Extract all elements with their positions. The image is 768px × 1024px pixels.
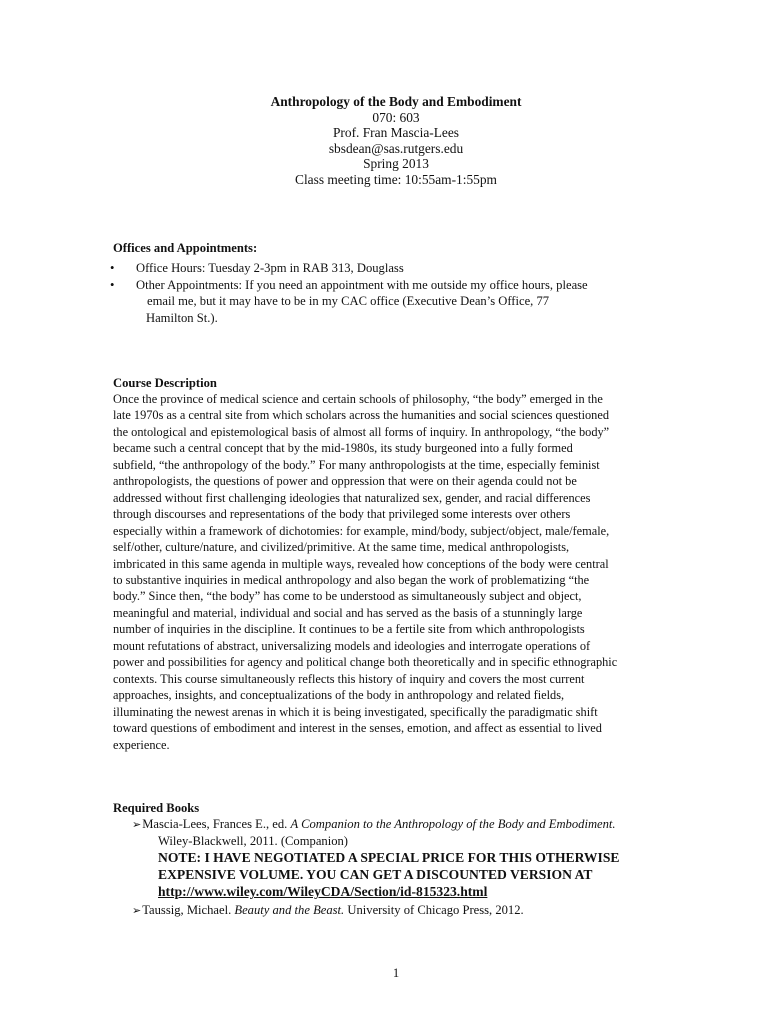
list-item (110, 260, 670, 277)
arrow-bullet-icon: ➢ (132, 819, 142, 831)
book-publisher: Wiley-Blackwell, 2011. (Companion) (158, 834, 348, 849)
description-line: imbricated in this same agenda in multiple ways, revealed how conceptions of the body were central (113, 556, 609, 571)
price-note-line: NOTE: I HAVE NEGOTIATED A SPECIAL PRICE FOR THIS OTHERWISE (158, 850, 620, 866)
description-line: the ontological and epistemological basis of almost all forms of inquiry. In anthropology, “the body” (113, 424, 610, 439)
description-line: became such a central concept that by the mid-1980s, its study burgeoned into a fully formed (113, 441, 573, 456)
description-line: addressed without first challenging ideologies that naturalized sex, gender, and racial differences (113, 490, 591, 505)
list-item (110, 277, 670, 327)
book-author: Taussig, Michael. (142, 903, 232, 918)
document-header (0, 94, 768, 187)
offices-heading: Offices and Appointments: (113, 241, 258, 255)
description-line: especially within a framework of dichotomies: for example, mind/body, subject/object, male/female, (113, 523, 610, 538)
description-line: number of inquiries in the discipline. It continues to be a fertile site from which anthropologists (113, 622, 585, 637)
description-heading: Course Description (113, 376, 217, 390)
price-note (132, 849, 692, 900)
description-line: toward questions of embodiment and interest in the senses, emotion, and affect as essential to lived (113, 721, 602, 736)
description-line: power and possibilities for agency and political change both theoretically and in specific ethnographic (113, 655, 618, 670)
offices-list (110, 260, 670, 326)
description-line: late 1970s as a central site from which scholars across the humanities and social sciences questioned (113, 408, 609, 423)
description-line: to substantive inquiries in medical anthropology and also began the work of problematizing “the (113, 572, 590, 587)
description-line: mount refutations of abstract, universalizing models and ideologies and interrogate operations of (113, 638, 591, 653)
book-entry-beauty-beast (132, 902, 692, 919)
description-line: meaningful and material, individual and social and has served as the basis of a stunningly large (113, 605, 583, 620)
required-books-list (132, 816, 692, 920)
book-title: Beauty and the Beast. (234, 903, 345, 918)
meeting-time: Class meeting time: 10:55am-1:55pm (295, 171, 497, 187)
page-number: 1 (392, 966, 400, 980)
description-line: approaches, insights, and conceptualizations of the body in anthropology and related fields, (113, 688, 565, 703)
course-description (113, 391, 683, 753)
bullet-icon: • (110, 277, 115, 292)
appointments-line: Other Appointments: If you need an appointment with me outside my office hours, please (136, 277, 588, 292)
books-heading: Required Books (113, 801, 200, 815)
description-line: anthropologists, the questions of power and oppression that were on their agenda could not be (113, 474, 577, 489)
arrow-bullet-icon: ➢ (132, 905, 142, 918)
description-line: contexts. This course simultaneously reflects this history of inquiry and covers the most current (113, 671, 585, 686)
instructor-email: sbsdean@sas.rutgers.edu (328, 140, 464, 156)
description-line: body.” Since then, “the body” has come to be understood as simultaneously subject and object, (113, 589, 582, 604)
course-title: Anthropology of the Body and Embodiment (270, 94, 522, 109)
course-number: 070: 603 (372, 109, 420, 125)
book-entry-companion (132, 816, 692, 833)
description-line: through discourses and representations of the body that privileged some interests over others (113, 507, 571, 522)
price-note-line: EXPENSIVE VOLUME. YOU CAN GET A DISCOUNTED VERSION AT (158, 867, 593, 883)
description-line: illuminating the newest arenas in which it is being investigated, specifically the paradigmatic shift (113, 704, 598, 719)
book-publisher: University of Chicago Press, 2012. (347, 903, 524, 918)
description-line: experience. (113, 737, 170, 752)
office-hours-text: Office Hours: Tuesday 2-3pm in RAB 313, Douglass (136, 261, 404, 275)
description-line: self/other, culture/nature, and civilized/primitive. At the same time, medical anthropologists, (113, 540, 570, 555)
appointments-line: email me, but it may have to be in my CAC office (Executive Dean’s Office, 77 (147, 294, 550, 309)
appointments-line: Hamilton St.). (146, 310, 218, 325)
instructor-name: Prof. Fran Mascia-Lees (332, 125, 460, 140)
wiley-discount-link[interactable]: http://www.wiley.com/WileyCDA/Section/id-815323.html (158, 884, 488, 900)
book-author: Mascia-Lees, Frances E., ed. (142, 817, 288, 831)
book-title: A Companion to the Anthropology of the Body and Embodiment. (290, 817, 616, 831)
description-line: subfield, “the anthropology of the body.” For many anthropologists at the time, especially feminist (113, 457, 600, 472)
bullet-icon: • (110, 261, 115, 275)
term: Spring 2013 (363, 156, 429, 171)
description-line: Once the province of medical science and certain schools of philosophy, “the body” emerged in the (113, 392, 603, 406)
